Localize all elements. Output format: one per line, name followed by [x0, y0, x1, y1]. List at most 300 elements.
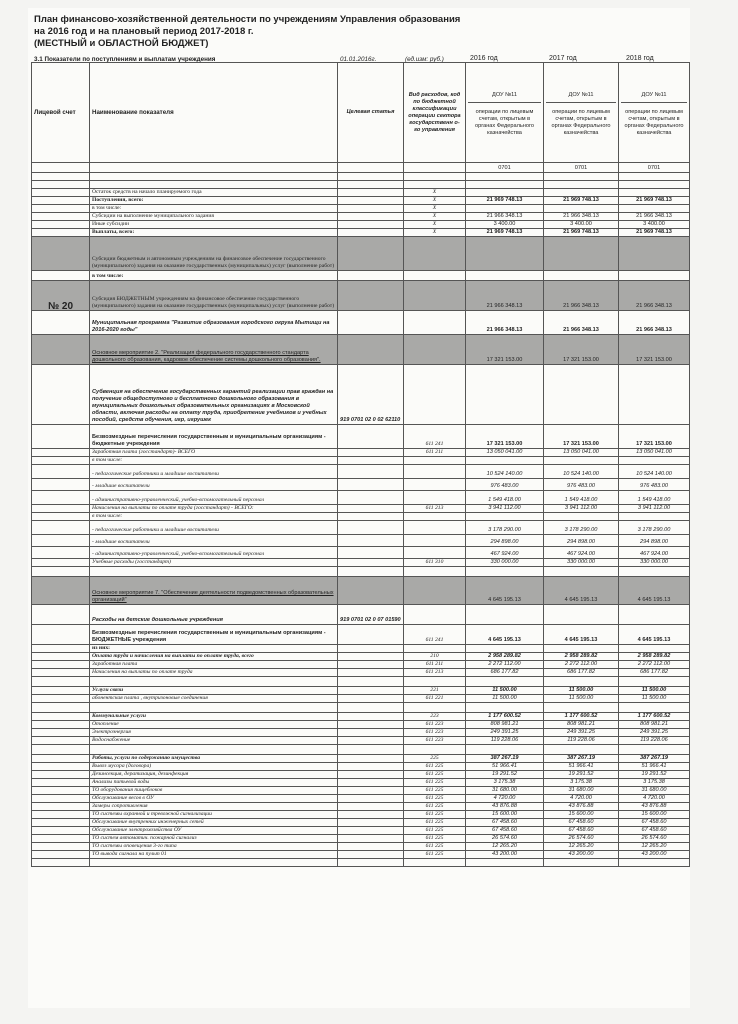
value-2016: 21 966 348.13	[466, 311, 544, 335]
account-cell	[32, 755, 90, 763]
row-kind	[404, 281, 466, 311]
row-target	[338, 205, 404, 213]
account-cell	[32, 513, 90, 521]
row-name: Водоснабжение	[90, 737, 338, 745]
row-target	[338, 335, 404, 365]
row-name: ТО системы охранной и тревожной сигнализации	[90, 811, 338, 819]
value-2016: 3 400.00	[466, 221, 544, 229]
account-cell	[32, 779, 90, 787]
row-kind: 611 225	[404, 779, 466, 787]
row-name: - административно-управленческий, учебно-вспомогательный персонал	[90, 547, 338, 559]
table-row	[32, 547, 690, 559]
value-2016	[466, 365, 544, 425]
value-2017: 10 524 140.00	[544, 465, 619, 479]
row-name: в том числе:	[90, 513, 338, 521]
account-cell	[32, 237, 90, 271]
value-2016: 3 941 112.00	[466, 505, 544, 513]
year-2016: 2016 год	[470, 55, 498, 62]
value-2018: 4 645 195.13	[619, 625, 690, 645]
row-kind: 611 211	[404, 449, 466, 457]
value-2018: 15 600.00	[619, 811, 690, 819]
row-kind: 611 223	[404, 721, 466, 729]
value-2018: 21 966 348.13	[619, 311, 690, 335]
value-2016: 467 924.00	[466, 547, 544, 559]
row-name: Субсидия БЮДЖЕТНЫМ учреждениям на финансовое обеспечение государственного (муниципального) задания на оказание государственных (муниципальных) услуг (выполнение работ)	[90, 281, 338, 311]
value-2017	[544, 567, 619, 577]
row-target	[338, 237, 404, 271]
table-row	[32, 827, 690, 835]
value-2017: 808 981.21	[544, 721, 619, 729]
row-kind	[404, 491, 466, 505]
value-2017: 11 500.00	[544, 695, 619, 703]
value-2017	[544, 605, 619, 625]
table-row	[32, 703, 690, 713]
table-row	[32, 843, 690, 851]
account-cell	[32, 703, 90, 713]
row-target	[338, 213, 404, 221]
row-kind: 611 225	[404, 811, 466, 819]
value-2016: 12 265.20	[466, 843, 544, 851]
col-account-header: Лицевой счет	[32, 63, 90, 163]
value-2017	[544, 205, 619, 213]
account-cell	[32, 653, 90, 661]
value-2016	[466, 567, 544, 577]
value-2016: 2 958 289.82	[466, 653, 544, 661]
value-2016	[466, 605, 544, 625]
table-row	[32, 763, 690, 771]
row-kind: 611 241	[404, 625, 466, 645]
row-name: Оплата труда и начисления на выплаты по оплате труда, всего	[90, 653, 338, 661]
section-label: 3.1 Показатели по поступлениям и выплатам учреждения	[34, 56, 216, 63]
row-target	[338, 513, 404, 521]
row-target	[338, 535, 404, 547]
row-target	[338, 661, 404, 669]
account-cell	[32, 737, 90, 745]
value-2017: 26 574.60	[544, 835, 619, 843]
account-cell	[32, 729, 90, 737]
value-2016: 3 175.38	[466, 779, 544, 787]
row-name: ТО системы оповещения 3-го типа	[90, 843, 338, 851]
value-2016: 21 969 748.13	[466, 197, 544, 205]
value-2016: 2 272 112.00	[466, 661, 544, 669]
value-2018: 808 981.21	[619, 721, 690, 729]
row-target: 919 0701 02 0 02 62110	[338, 365, 404, 425]
row-kind: 611 225	[404, 827, 466, 835]
value-2016: 976 483.00	[466, 479, 544, 491]
value-2016: 51 966.41	[466, 763, 544, 771]
table-row	[32, 449, 690, 457]
value-2017: 17 321 153.00	[544, 425, 619, 449]
row-kind: X	[404, 189, 466, 197]
table-row	[32, 197, 690, 205]
value-2017: 4 720.00	[544, 795, 619, 803]
row-name: Обслуживание внутренних инженерных сетей	[90, 819, 338, 827]
account-cell	[32, 787, 90, 795]
row-name: Заработная плата (госстандарт)- ВСЕГО	[90, 449, 338, 457]
table-row	[32, 213, 690, 221]
value-2017: 21 966 348.13	[544, 281, 619, 311]
row-kind: 221	[404, 687, 466, 695]
value-2017: 12 265.20	[544, 843, 619, 851]
row-name: в том числе:	[90, 271, 338, 281]
table-row	[32, 737, 690, 745]
row-target	[338, 687, 404, 695]
value-2017: 249 391.25	[544, 729, 619, 737]
value-2016: 15 600.00	[466, 811, 544, 819]
row-name: Основное мероприятие 7. "Обеспечение деятельности подведомственных образовательных организаций"	[90, 577, 338, 605]
value-2016	[466, 457, 544, 465]
value-2018: 12 265.20	[619, 843, 690, 851]
org-2018: ДОУ №11	[621, 89, 687, 103]
value-2016: 19 291.52	[466, 771, 544, 779]
value-2017	[544, 237, 619, 271]
row-target	[338, 577, 404, 605]
table-row	[32, 521, 690, 535]
value-2018: 686 177.82	[619, 669, 690, 677]
value-2016: 11 500.00	[466, 687, 544, 695]
row-kind: 223	[404, 713, 466, 721]
row-target	[338, 425, 404, 449]
value-2018: 976 483.00	[619, 479, 690, 491]
row-name: Начисления на выплаты по оплате труда	[90, 669, 338, 677]
row-target	[338, 811, 404, 819]
value-2017: 21 969 748.13	[544, 229, 619, 237]
account-cell	[32, 535, 90, 547]
account-cell	[32, 221, 90, 229]
value-2017: 330 000.00	[544, 559, 619, 567]
row-name: в том числе:	[90, 205, 338, 213]
table-row	[32, 559, 690, 567]
ops-2018: операции по лицевым счетам, открытым в органах Федерального казначейства	[624, 108, 684, 136]
table-row	[32, 787, 690, 795]
table-row	[32, 811, 690, 819]
value-2016: 31 680.00	[466, 787, 544, 795]
row-name: - педагогические работники и младшие воспитатели	[90, 521, 338, 535]
table-row	[32, 335, 690, 365]
value-2016: 26 574.60	[466, 835, 544, 843]
row-name: Муниципальная программа "Развитие образования городского округа Мытищи на 2016-2020 годы"	[90, 311, 338, 335]
row-target	[338, 843, 404, 851]
value-2018: 3 941 112.00	[619, 505, 690, 513]
row-name: Иные субсидии	[90, 221, 338, 229]
value-2018	[619, 645, 690, 653]
row-target	[338, 835, 404, 843]
section-date: 01.01.2016г.	[340, 56, 377, 63]
value-2016: 11 500.00	[466, 695, 544, 703]
value-2017: 31 680.00	[544, 787, 619, 795]
row-kind: 611 225	[404, 851, 466, 859]
table-row	[32, 755, 690, 763]
row-target	[338, 771, 404, 779]
row-name: Расходы на детские дошкольные учреждения	[90, 605, 338, 625]
row-name: Вывоз мусора (договора)	[90, 763, 338, 771]
row-kind	[404, 271, 466, 281]
row-name: Основное мероприятие 2. "Реализация федерального государственного стандарта дошкольного образования, кадровое обеспечение системы дошкольного образования".	[90, 335, 338, 365]
row-target	[338, 703, 404, 713]
account-cell	[32, 721, 90, 729]
row-kind	[404, 645, 466, 653]
value-2016	[466, 271, 544, 281]
value-2018	[619, 457, 690, 465]
value-2016: 294 898.00	[466, 535, 544, 547]
row-kind: 611 223	[404, 737, 466, 745]
account-cell	[32, 763, 90, 771]
col-name-header: Наименование показателя	[90, 63, 338, 163]
account-cell	[32, 491, 90, 505]
value-2017: 43 200.00	[544, 851, 619, 859]
row-target	[338, 189, 404, 197]
value-2018: 67 458.60	[619, 827, 690, 835]
value-2016: 3 178 290.00	[466, 521, 544, 535]
row-name: - педагогические работники и младшие воспитатели	[90, 465, 338, 479]
table-row	[32, 669, 690, 677]
account-cell	[32, 567, 90, 577]
row-target	[338, 653, 404, 661]
account-cell	[32, 577, 90, 605]
finance-table	[31, 62, 690, 867]
table-row	[32, 189, 690, 197]
value-2016: 1 177 600.52	[466, 713, 544, 721]
value-2018: 19 291.52	[619, 771, 690, 779]
row-name: Анализы питьевой воды	[90, 779, 338, 787]
value-2016	[466, 703, 544, 713]
row-target	[338, 755, 404, 763]
value-2016: 17 321 153.00	[466, 425, 544, 449]
row-kind	[404, 677, 466, 687]
value-2018: 43 200.00	[619, 851, 690, 859]
code-row	[32, 163, 690, 173]
value-2016: 808 981.21	[466, 721, 544, 729]
year-2017: 2017 год	[549, 55, 577, 62]
value-2018: 26 574.60	[619, 835, 690, 843]
value-2018	[619, 513, 690, 521]
value-2018: 31 680.00	[619, 787, 690, 795]
row-kind	[404, 521, 466, 535]
value-2016: 17 321 153.00	[466, 335, 544, 365]
value-2018: 2 272 112.00	[619, 661, 690, 669]
table-row	[32, 465, 690, 479]
value-2018: 21 969 748.13	[619, 197, 690, 205]
account-cell	[32, 229, 90, 237]
row-target	[338, 559, 404, 567]
code-2017: 0701	[544, 163, 619, 173]
value-2018: 21 966 348.13	[619, 281, 690, 311]
value-2018: 17 321 153.00	[619, 335, 690, 365]
row-target	[338, 479, 404, 491]
value-2018: 4 720.00	[619, 795, 690, 803]
row-kind	[404, 365, 466, 425]
account-cell	[32, 811, 90, 819]
row-name	[90, 677, 338, 687]
row-name	[90, 567, 338, 577]
account-cell	[32, 457, 90, 465]
row-target	[338, 787, 404, 795]
table-row	[32, 479, 690, 491]
row-name: Услуги связи	[90, 687, 338, 695]
value-2017: 686 177.82	[544, 669, 619, 677]
row-kind: 611 211	[404, 661, 466, 669]
row-kind: 611 241	[404, 425, 466, 449]
value-2018	[619, 271, 690, 281]
value-2018: 4 645 195.13	[619, 577, 690, 605]
table-row	[32, 237, 690, 271]
account-cell	[32, 851, 90, 859]
row-kind: 611 225	[404, 835, 466, 843]
value-2017: 3 400.00	[544, 221, 619, 229]
account-cell	[32, 213, 90, 221]
value-2016	[466, 237, 544, 271]
table-row	[32, 513, 690, 521]
value-2016: 686 177.82	[466, 669, 544, 677]
row-target	[338, 779, 404, 787]
row-target	[338, 449, 404, 457]
row-name: Коммунальные услуги	[90, 713, 338, 721]
value-2018	[619, 365, 690, 425]
table-row	[32, 491, 690, 505]
value-2016	[466, 645, 544, 653]
row-kind: 611 223	[404, 729, 466, 737]
row-target	[338, 521, 404, 535]
row-target	[338, 271, 404, 281]
value-2017: 387 267.19	[544, 755, 619, 763]
value-2016: 43 876.88	[466, 803, 544, 811]
row-kind: X	[404, 205, 466, 213]
table-row	[32, 695, 690, 703]
value-2018: 13 050 041.00	[619, 449, 690, 457]
value-2018	[619, 205, 690, 213]
row-name: Остаток средств на начало планируемого года	[90, 189, 338, 197]
row-target	[338, 745, 404, 755]
value-2016: 21 966 348.13	[466, 213, 544, 221]
org-2017: ДОУ №11	[546, 89, 616, 103]
account-cell	[32, 271, 90, 281]
row-target	[338, 763, 404, 771]
row-kind	[404, 465, 466, 479]
table-row	[32, 281, 690, 311]
row-name: Дезинсекция, дератизация, дезинфекция	[90, 771, 338, 779]
row-target	[338, 197, 404, 205]
row-name: - административно-управленческий, учебно-вспомогательный персонал	[90, 491, 338, 505]
value-2017	[544, 457, 619, 465]
value-2018: 330 000.00	[619, 559, 690, 567]
row-name: - младшие воспитатели	[90, 535, 338, 547]
table-row	[32, 577, 690, 605]
value-2017	[544, 513, 619, 521]
value-2017: 21 969 748.13	[544, 197, 619, 205]
value-2016: 21 966 348.13	[466, 281, 544, 311]
row-name	[90, 703, 338, 713]
row-kind: 611 225	[404, 795, 466, 803]
value-2018: 3 178 290.00	[619, 521, 690, 535]
value-2016: 249 391.25	[466, 729, 544, 737]
row-target	[338, 281, 404, 311]
value-2018	[619, 189, 690, 197]
table-row	[32, 505, 690, 513]
value-2017: 119 228.06	[544, 737, 619, 745]
row-target	[338, 795, 404, 803]
account-cell	[32, 677, 90, 687]
account-cell	[32, 521, 90, 535]
account-cell	[32, 365, 90, 425]
account-cell	[32, 695, 90, 703]
value-2017: 17 321 153.00	[544, 335, 619, 365]
row-target	[338, 625, 404, 645]
row-name: из них:	[90, 645, 338, 653]
value-2017: 15 600.00	[544, 811, 619, 819]
value-2018: 467 924.00	[619, 547, 690, 559]
row-kind: 611 225	[404, 763, 466, 771]
row-target	[338, 505, 404, 513]
value-2017: 3 178 290.00	[544, 521, 619, 535]
account-cell	[32, 189, 90, 197]
row-target	[338, 729, 404, 737]
row-name: Поступления, всего:	[90, 197, 338, 205]
row-target	[338, 229, 404, 237]
value-2018: 249 391.25	[619, 729, 690, 737]
account-cell	[32, 819, 90, 827]
header-row	[32, 63, 690, 163]
value-2017: 11 500.00	[544, 687, 619, 695]
value-2016	[466, 205, 544, 213]
col-2017-header	[544, 63, 619, 163]
row-kind	[404, 703, 466, 713]
account-cell	[32, 713, 90, 721]
account-cell	[32, 771, 90, 779]
account-cell: № 20	[32, 281, 90, 311]
account-cell	[32, 827, 90, 835]
table-row	[32, 457, 690, 465]
account-cell	[32, 661, 90, 669]
account-cell	[32, 843, 90, 851]
code-2018: 0701	[619, 163, 690, 173]
row-kind: X	[404, 197, 466, 205]
value-2018: 43 876.88	[619, 803, 690, 811]
row-target	[338, 311, 404, 335]
value-2016	[466, 513, 544, 521]
value-2017: 51 966.41	[544, 763, 619, 771]
value-2018: 21 969 748.13	[619, 229, 690, 237]
row-name: Отопление	[90, 721, 338, 729]
row-kind	[404, 577, 466, 605]
table-row	[32, 677, 690, 687]
row-target	[338, 713, 404, 721]
row-kind: X	[404, 229, 466, 237]
row-target	[338, 737, 404, 745]
ops-2016: операции по лицевым счетам, открытым в органах Федерального казначейства	[474, 108, 535, 136]
value-2016: 21 969 748.13	[466, 229, 544, 237]
row-kind: X	[404, 221, 466, 229]
table-row	[32, 625, 690, 645]
row-name: Работы, услуги по содержанию имущества	[90, 755, 338, 763]
account-cell	[32, 479, 90, 491]
table-row	[32, 205, 690, 213]
value-2018: 10 524 140.00	[619, 465, 690, 479]
table-row	[32, 729, 690, 737]
value-2017	[544, 677, 619, 687]
title-line-3: (МЕСТНЫЙ и ОБЛАСТНОЙ БЮДЖЕТ)	[34, 38, 209, 49]
row-kind: X	[404, 213, 466, 221]
table-row	[32, 365, 690, 425]
value-2017: 467 924.00	[544, 547, 619, 559]
row-name: Субвенция на обеспечение государственных гарантий реализации прав граждан на получение общедоступного и бесплатного дошкольного образования в муниципальных дошкольных образовательных организациях в Московской области, включая расходы на оплату труда, приобретение учебников и учебных пособий, средств обучения, игр, игрушек	[90, 365, 338, 425]
col-kind-header: Вид расходов, код по бюджетной классификации операции сектора государственн о- го управления	[404, 63, 466, 163]
table-row	[32, 771, 690, 779]
row-name: Безвозмездные перечисления государственным и муниципальным организациям - БЮДЖЕТНЫЕ учреждения	[90, 625, 338, 645]
row-kind	[404, 457, 466, 465]
col-2018-header	[619, 63, 690, 163]
value-2017	[544, 703, 619, 713]
table-row	[32, 661, 690, 669]
